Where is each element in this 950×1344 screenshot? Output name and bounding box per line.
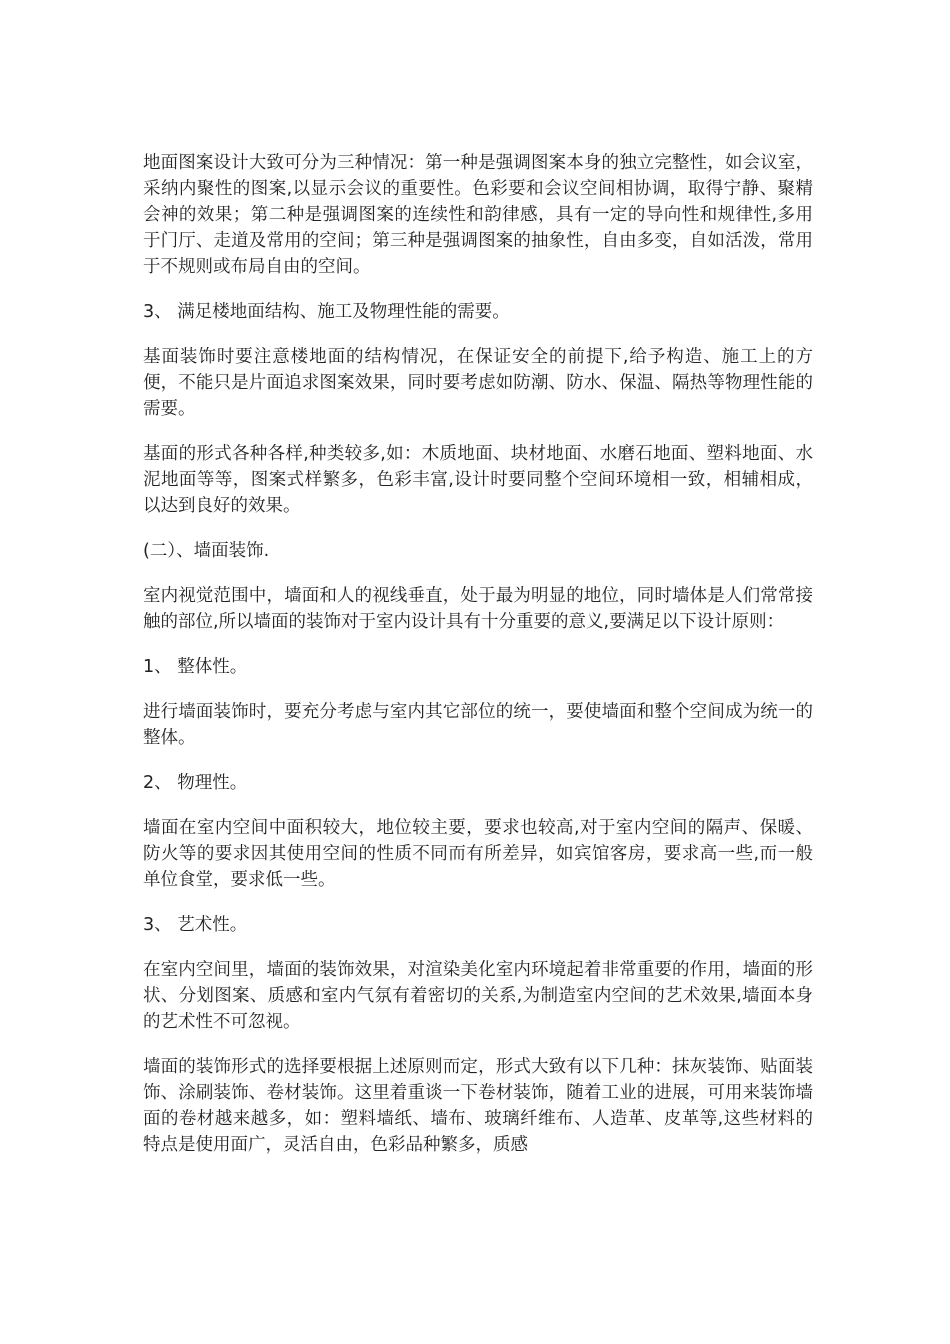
paragraph-floor-pattern: 地面图案设计大致可分为三种情况：第一种是强调图案本身的独立完整性，如会议室，采纳内聚性的图案,以显示会议的重要性。色彩要和会议空间相协调，取得宁静、聚精会神的效果；第二种是强调图案的连续性和韵律感，具有一定的导向性和规律性,多用于门厅、走道及常用的空间；第三种是强调图案的抽象性，自由多变，自如活泼，常用于不规则或布局自由的空间。 <box>143 153 813 277</box>
paragraph-wall-intro: 室内视觉范围中，墙面和人的视线垂直，处于最为明显的地位，同时墙体是人们常常接触的部位,所以墙面的装饰对于室内设计具有十分重要的意义,要满足以下设计原则： <box>143 586 813 632</box>
paragraph-floor-structure: 基面装饰时要注意楼地面的结构情况，在保证安全的前提下,给予构造、施工上的方便，不能只是片面追求图案效果，同时要考虑如防潮、防水、保温、隔热等物理性能的需要。 <box>143 347 813 419</box>
paragraph-physical: 墙面在室内空间中面积较大，地位较主要，要求也较高,对于室内空间的隔声、保暖、防火等的要求因其使用空间的性质不同而有所差异，如宾馆客房，要求高一些,而一般单位食堂，要求低一些。 <box>143 818 813 890</box>
paragraph-wall-forms: 墙面的装饰形式的选择要根据上述原则而定，形式大致有以下几种：抹灰装饰、贴面装饰、涂刷装饰、卷材装饰。这里着重谈一下卷材装饰，随着工业的进展，可用来装饰墙面的卷材越来越多，如：塑料墙纸、墙布、玻璃纤维布、人造革、皮革等,这些材料的特点是使用面广，灵活自由，色彩品种繁多，质感 <box>143 1057 813 1155</box>
heading-integrity: 1、 整体性。 <box>143 657 248 677</box>
heading-physical: 2、 物理性。 <box>143 773 248 793</box>
document-body <box>143 150 813 1177</box>
heading-floor-structure: 3、 满足楼地面结构、施工及物理性能的需要。 <box>143 302 510 322</box>
heading-artistic: 3、 艺术性。 <box>143 915 248 935</box>
heading-wall-decoration: (二）、墙面装饰. <box>143 541 270 561</box>
paragraph-integrity: 进行墙面装饰时，要充分考虑与室内其它部位的统一，要使墙面和整个空间成为统一的整体。 <box>143 702 813 748</box>
paragraph-artistic: 在室内空间里，墙面的装饰效果，对渲染美化室内环境起着非常重要的作用，墙面的形状、分划图案、质感和室内气氛有着密切的关系,为制造室内空间的艺术效果,墙面本身的艺术性不可忽视。 <box>143 960 813 1032</box>
paragraph-floor-types: 基面的形式各种各样,种类较多,如：木质地面、块材地面、水磨石地面、塑料地面、水泥地面等等，图案式样繁多，色彩丰富,设计时要同整个空间环境相一致，相辅相成，以达到良好的效果。 <box>143 444 813 516</box>
